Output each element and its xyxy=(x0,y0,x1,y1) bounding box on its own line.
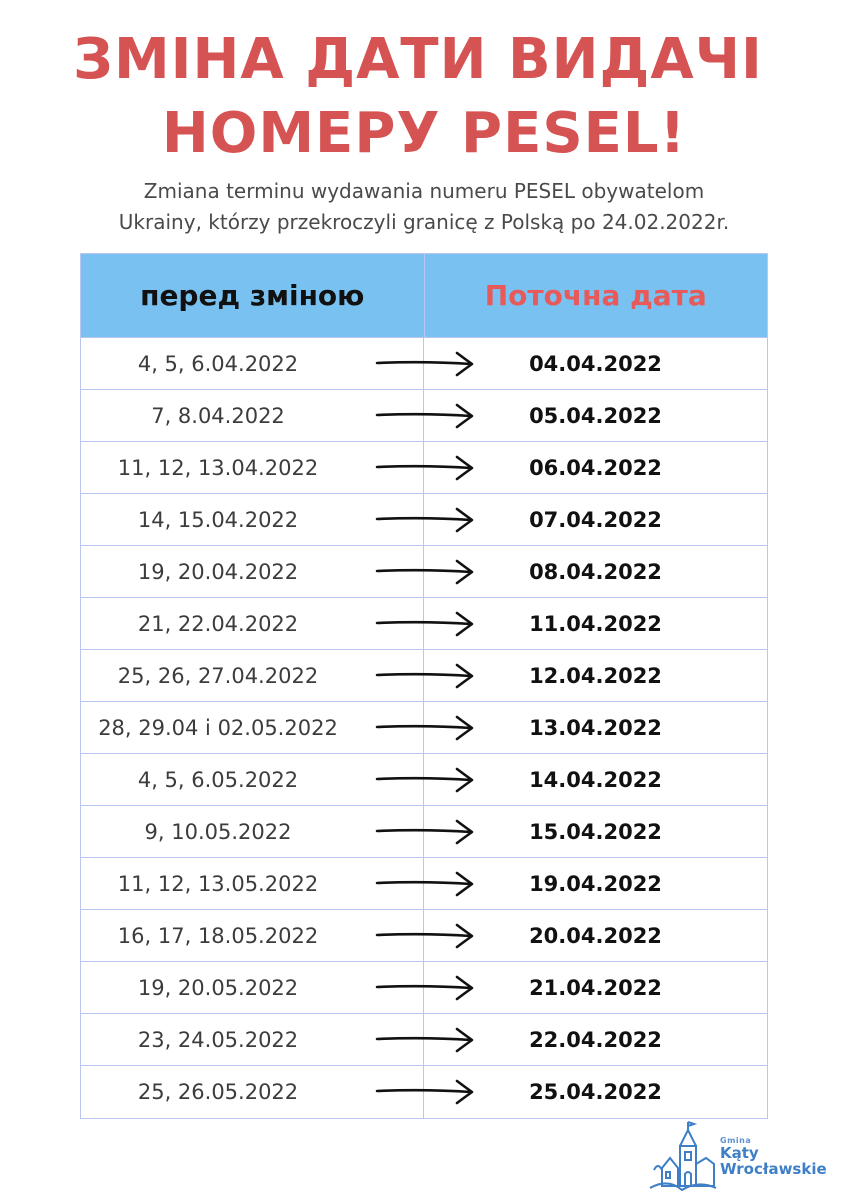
page-title-line-2: НОМЕРУ PESEL! xyxy=(161,101,687,166)
current-date: 08.04.2022 xyxy=(529,559,662,584)
current-date: 11.04.2022 xyxy=(529,611,662,636)
date-before-change: 19, 20.04.2022 xyxy=(81,546,424,597)
arrow-right-icon xyxy=(375,922,475,950)
arrow-right-icon xyxy=(375,402,475,430)
table-row xyxy=(81,910,767,962)
arrow-right-icon xyxy=(375,558,475,586)
date-before-change: 4, 5, 6.05.2022 xyxy=(81,754,424,805)
arrow-right-icon xyxy=(375,766,475,794)
arrow-right-icon xyxy=(375,1078,475,1106)
logo-text xyxy=(720,1136,827,1177)
table-row xyxy=(81,962,767,1014)
table-row xyxy=(81,598,767,650)
current-date: 20.04.2022 xyxy=(529,923,662,948)
table-row xyxy=(81,338,767,390)
date-before-change: 28, 29.04 i 02.05.2022 xyxy=(81,702,424,753)
current-date: 19.04.2022 xyxy=(529,871,662,896)
current-date: 15.04.2022 xyxy=(529,819,662,844)
current-date: 22.04.2022 xyxy=(529,1027,662,1052)
town-hall-icon xyxy=(648,1118,718,1194)
table-body xyxy=(81,338,767,1118)
subtitle-line-1: Zmiana terminu wydawania numeru PESEL obywatelom xyxy=(143,179,705,203)
current-date: 06.04.2022 xyxy=(529,455,662,480)
column-header-current: Поточна дата xyxy=(484,279,707,312)
arrow-right-icon xyxy=(375,870,475,898)
gmina-logo xyxy=(648,1118,828,1194)
current-date: 04.04.2022 xyxy=(529,351,662,376)
date-before-change: 4, 5, 6.04.2022 xyxy=(81,338,424,389)
logo-small-label: Gmina xyxy=(720,1136,752,1145)
arrow-right-icon xyxy=(375,454,475,482)
current-date: 13.04.2022 xyxy=(529,715,662,740)
current-date: 14.04.2022 xyxy=(529,767,662,792)
current-date: 07.04.2022 xyxy=(529,507,662,532)
table-row xyxy=(81,546,767,598)
table-row xyxy=(81,442,767,494)
date-before-change: 21, 22.04.2022 xyxy=(81,598,424,649)
date-before-change: 11, 12, 13.05.2022 xyxy=(81,858,424,909)
date-before-change: 23, 24.05.2022 xyxy=(81,1014,424,1065)
table-row xyxy=(81,390,767,442)
table-row xyxy=(81,858,767,910)
arrow-right-icon xyxy=(375,506,475,534)
date-before-change: 7, 8.04.2022 xyxy=(81,390,424,441)
current-date: 12.04.2022 xyxy=(529,663,662,688)
arrow-right-icon xyxy=(375,662,475,690)
current-date: 21.04.2022 xyxy=(529,975,662,1000)
table-row xyxy=(81,754,767,806)
date-before-change: 25, 26.05.2022 xyxy=(81,1066,424,1118)
arrow-right-icon xyxy=(375,1026,475,1054)
date-before-change: 14, 15.04.2022 xyxy=(81,494,424,545)
table-row xyxy=(81,1014,767,1066)
subtitle-line-2: Ukrainy, którzy przekroczyli granicę z Polską po 24.02.2022r. xyxy=(118,210,730,234)
arrow-right-icon xyxy=(375,350,475,378)
page-title-line-1: ЗМІНА ДАТИ ВИДАЧІ xyxy=(73,27,763,92)
table-header xyxy=(81,254,767,338)
current-date: 25.04.2022 xyxy=(529,1080,662,1104)
arrow-right-icon xyxy=(375,610,475,638)
table-row xyxy=(81,806,767,858)
date-before-change: 25, 26, 27.04.2022 xyxy=(81,650,424,701)
arrow-right-icon xyxy=(375,818,475,846)
arrow-right-icon xyxy=(375,714,475,742)
table-row xyxy=(81,1066,767,1118)
column-header-before: перед зміною xyxy=(81,254,425,337)
logo-name-line-2: Wrocławskie xyxy=(720,1160,827,1178)
arrow-right-icon xyxy=(375,974,475,1002)
date-before-change: 9, 10.05.2022 xyxy=(81,806,424,857)
date-before-change: 16, 17, 18.05.2022 xyxy=(81,910,424,961)
current-date: 05.04.2022 xyxy=(529,403,662,428)
table-row xyxy=(81,702,767,754)
table-row xyxy=(81,650,767,702)
subtitle xyxy=(0,176,848,238)
date-before-change: 19, 20.05.2022 xyxy=(81,962,424,1013)
logo-name-line-1: Kąty xyxy=(720,1144,759,1162)
date-before-change: 11, 12, 13.04.2022 xyxy=(81,442,424,493)
table-row xyxy=(81,494,767,546)
date-change-table xyxy=(80,253,768,1119)
